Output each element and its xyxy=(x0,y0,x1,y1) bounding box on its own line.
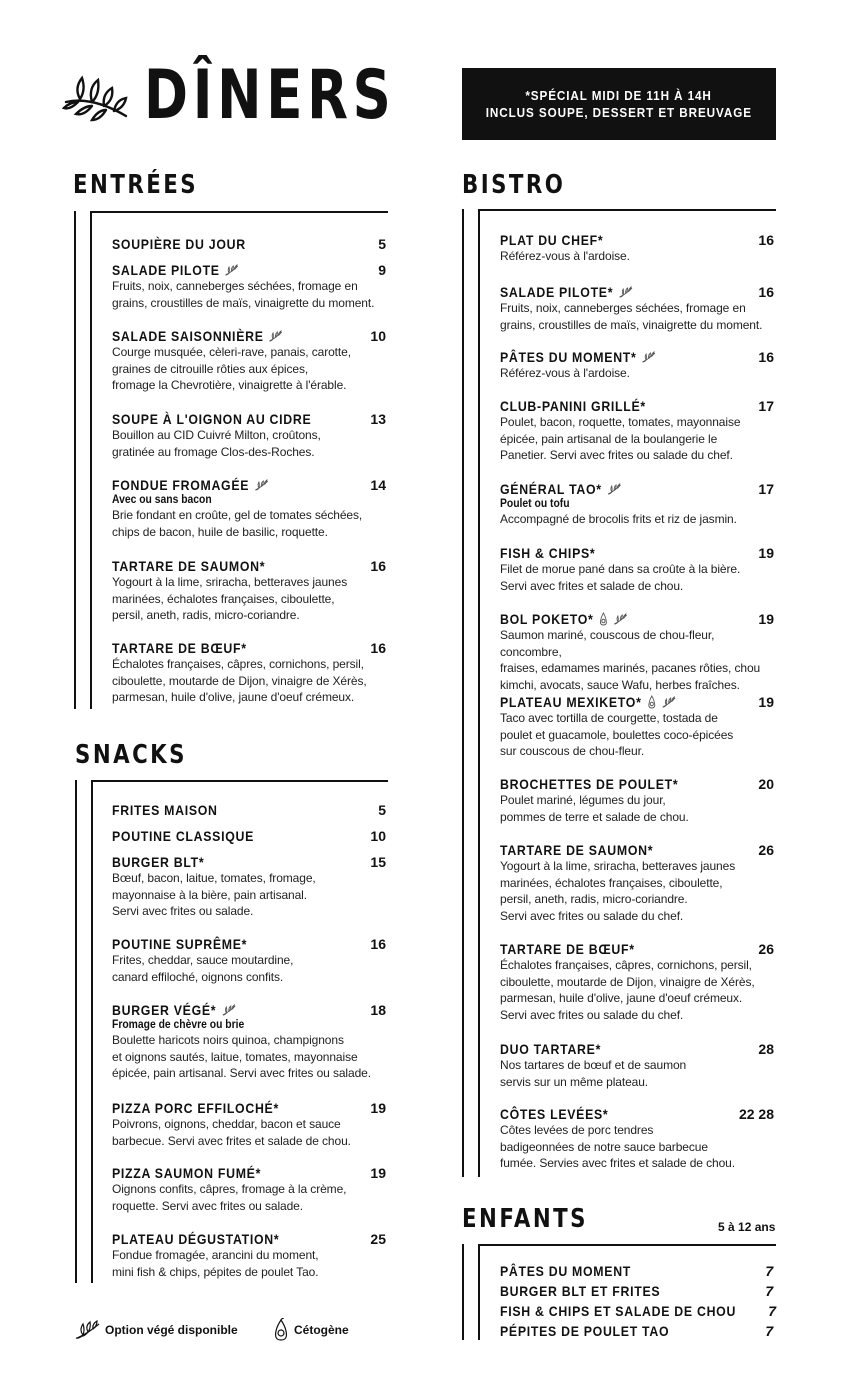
kids-item-name: PÉPITES DE POULET TAO xyxy=(500,1323,670,1339)
item-description: Yogourt à la lime, sriracha, betteraves jaunes marinées, échalotes françaises, ciboulette, persil, aneth, radis, micro-coriandre. xyxy=(112,575,348,622)
snacks-item-frites-maison xyxy=(112,802,386,818)
item-name-text: POUTINE SUPRÊME* xyxy=(112,936,248,952)
item-name xyxy=(112,1165,261,1181)
item-description: Bœuf, bacon, laitue, tomates, fromage, mayonnaise à la bière, pain artisanal. Servi avec frites ou salade. xyxy=(112,871,316,918)
section-title-enfants: ENFANTS xyxy=(462,1204,588,1234)
kids-item-name: FISH & CHIPS ET SALADE DE CHOU xyxy=(500,1303,737,1319)
item-name-text: CLUB-PANINI GRILLÉ* xyxy=(500,398,646,414)
legend-keto-label: Cétogène xyxy=(294,1323,349,1337)
item-name-text: PIZZA SAUMON FUMÉ* xyxy=(112,1165,262,1181)
item-name-text: SOUPE À L'OIGNON AU CIDRE xyxy=(112,411,312,427)
keto-avocado-icon xyxy=(647,695,657,709)
kids-item-pates-du-moment xyxy=(500,1263,774,1279)
item-header xyxy=(500,1041,774,1057)
vege-leaf-icon xyxy=(642,351,656,363)
item-price: 16 xyxy=(370,558,386,574)
entrees-item-fondue-fromagee xyxy=(112,477,386,540)
item-header xyxy=(500,842,774,858)
item-name-text: TARTARE DE BŒUF* xyxy=(500,941,635,957)
section-title-snacks: SNACKS xyxy=(75,740,187,770)
item-price: 16 xyxy=(758,349,774,365)
kids-item-burger-blt-et-frites xyxy=(500,1283,774,1299)
entrees-item-soupe-a-l-oignon-au-cidre xyxy=(112,411,386,460)
bistro-item-plateau-mexiketo xyxy=(500,694,774,760)
item-description: Yogourt à la lime, sriracha, betteraves jaunes marinées, échalotes françaises, ciboulette, persil, aneth, radis, micro-coriandre. Servi avec frites ou salade du chef. xyxy=(500,859,736,923)
item-name xyxy=(112,802,218,818)
item-header xyxy=(112,236,386,252)
item-header xyxy=(500,481,774,497)
special-line-1: *SPÉCIAL MIDI DE 11H À 14H xyxy=(525,88,713,103)
item-name xyxy=(112,1100,279,1116)
item-price: 16 xyxy=(370,640,386,656)
kids-item-name: BURGER BLT ET FRITES xyxy=(500,1283,661,1299)
avocado-icon xyxy=(272,1318,290,1342)
item-name xyxy=(500,398,646,414)
item-description: Taco avec tortilla de courgette, tostada de poulet et guacamole, boulettes coco-épicées sur couscous de chou-fleur. xyxy=(500,711,734,758)
item-price: 28 xyxy=(758,1041,774,1057)
snacks-item-pizza-porc-effiloche xyxy=(112,1100,386,1149)
bistro-item-bol-poketo xyxy=(500,611,774,693)
item-header xyxy=(500,941,774,957)
leaf-logo-icon xyxy=(62,66,132,126)
item-name-text: TARTARE DE SAUMON* xyxy=(112,558,266,574)
item-description: Fruits, noix, canneberges séchées, fromage en grains, croustilles de maïs, vinaigrette du moment. xyxy=(112,279,375,310)
item-price: 5 xyxy=(378,802,386,818)
legend-keto xyxy=(272,1318,349,1342)
kids-item-price: 7 xyxy=(768,1303,777,1319)
page-title: DÎNERS xyxy=(144,56,396,135)
item-name-text: PIZZA PORC EFFILOCHÉ* xyxy=(112,1100,279,1116)
vege-leaf-icon xyxy=(222,1004,236,1016)
kids-item-price: 7 xyxy=(765,1283,774,1299)
kids-age-range: 5 à 12 ans xyxy=(718,1220,776,1234)
item-header xyxy=(112,328,386,344)
item-name xyxy=(500,284,633,300)
item-name-text: SALADE SAISONNIÈRE xyxy=(112,328,264,344)
item-name xyxy=(112,411,311,427)
item-description: Référez-vous à l'ardoise. xyxy=(500,249,630,263)
item-name xyxy=(500,232,603,248)
keto-avocado-icon xyxy=(599,612,609,626)
item-price: 25 xyxy=(370,1231,386,1247)
item-name xyxy=(112,1231,279,1247)
item-name-text: POUTINE CLASSIQUE xyxy=(112,828,255,844)
item-option: Poulet ou tofu xyxy=(500,498,570,510)
item-name xyxy=(112,828,254,844)
item-price: 17 xyxy=(758,481,774,497)
item-description: Côtes levées de porc tendres badigeonnées de notre sauce barbecue fumée. Servies avec frites et salade de chou. xyxy=(500,1123,735,1170)
item-name-text: BURGER BLT* xyxy=(112,854,205,870)
item-header xyxy=(112,1100,386,1116)
item-name xyxy=(500,611,628,627)
item-header xyxy=(112,411,386,427)
item-option: Fromage de chèvre ou brie xyxy=(112,1019,245,1031)
item-name xyxy=(112,262,239,278)
item-description: Référez-vous à l'ardoise. xyxy=(500,366,630,380)
item-name-text: TARTARE DE SAUMON* xyxy=(500,842,654,858)
item-price: 19 xyxy=(370,1165,386,1181)
item-price: 19 xyxy=(758,545,774,561)
item-name-text: BROCHETTES DE POULET* xyxy=(500,776,679,792)
item-price: 16 xyxy=(370,936,386,952)
bistro-item-fish-chips xyxy=(500,545,774,594)
item-header xyxy=(500,349,774,365)
item-description: Poivrons, oignons, cheddar, bacon et sauce barbecue. Servi avec frites et salade de chou. xyxy=(112,1117,351,1148)
item-price: 22 28 xyxy=(738,1106,774,1122)
kids-item-price: 7 xyxy=(765,1263,774,1279)
item-name-text: DUO TARTARE* xyxy=(500,1041,602,1057)
item-name-text: FONDUE FROMAGÉE xyxy=(112,477,250,493)
item-price: 16 xyxy=(758,232,774,248)
lunch-special-banner xyxy=(462,68,776,140)
kids-item-fish-chips-et-salade-de-chou xyxy=(500,1303,777,1319)
item-option: Avec ou sans bacon xyxy=(112,494,212,506)
bistro-item-pates-du-moment xyxy=(500,349,774,382)
item-name xyxy=(500,545,595,561)
bistro-item-brochettes-de-poulet xyxy=(500,776,774,825)
item-name xyxy=(112,477,269,493)
bistro-item-tartare-de-b-uf xyxy=(500,941,774,1023)
bistro-item-duo-tartare xyxy=(500,1041,774,1090)
item-name xyxy=(500,941,635,957)
item-price: 17 xyxy=(758,398,774,414)
item-price: 14 xyxy=(370,477,386,493)
entrees-item-salade-saisonniere xyxy=(112,328,386,394)
bistro-item-cotes-levees xyxy=(500,1106,774,1172)
section-title-bistro: BISTRO xyxy=(462,170,566,200)
snacks-item-pizza-saumon-fume xyxy=(112,1165,386,1214)
item-name-text: TARTARE DE BŒUF* xyxy=(112,640,247,656)
bistro-item-club-panini-grille xyxy=(500,398,774,464)
item-header xyxy=(500,776,774,792)
item-price: 10 xyxy=(370,328,386,344)
item-header xyxy=(112,1165,386,1181)
item-description: Boulette haricots noirs quinoa, champignons et oignons sautés, laitue, tomates, mayonnaise épicée, pain artisanal. Servi avec frites ou salade. xyxy=(112,1033,371,1080)
item-header xyxy=(500,232,774,248)
vege-leaf-icon xyxy=(662,696,676,708)
item-price: 19 xyxy=(758,611,774,627)
entrees-item-tartare-de-b-uf xyxy=(112,640,386,706)
item-description: Poulet, bacon, roquette, tomates, mayonnaise épicée, pain artisanal de la boulangerie le Panetier. Servi avec frites ou salade du chef. xyxy=(500,415,741,462)
item-name-text: SOUPIÈRE DU JOUR xyxy=(112,236,246,252)
item-name xyxy=(112,936,247,952)
item-header xyxy=(112,477,386,493)
snacks-item-burger-vege xyxy=(112,1002,386,1082)
snacks-item-poutine-supreme xyxy=(112,936,386,985)
bistro-item-general-tao xyxy=(500,481,774,528)
item-name xyxy=(112,558,265,574)
item-name xyxy=(500,349,656,365)
item-name-text: BOL POKETO* xyxy=(500,611,594,627)
vege-leaf-icon xyxy=(614,613,628,625)
item-header xyxy=(500,545,774,561)
item-name-text: PLATEAU DÉGUSTATION* xyxy=(112,1231,280,1247)
item-name xyxy=(500,481,621,497)
item-price: 18 xyxy=(370,1002,386,1018)
item-price: 19 xyxy=(370,1100,386,1116)
snacks-item-burger-blt xyxy=(112,854,386,920)
kids-item-name: PÂTES DU MOMENT xyxy=(500,1263,632,1279)
vege-leaf-icon xyxy=(254,479,268,491)
item-header xyxy=(112,558,386,574)
item-header xyxy=(112,262,386,278)
item-price: 10 xyxy=(370,828,386,844)
item-name-text: PÂTES DU MOMENT* xyxy=(500,349,637,365)
item-name-text: CÔTES LEVÉES* xyxy=(500,1106,609,1122)
kids-item-pepites-de-poulet-tao xyxy=(500,1323,774,1339)
item-price: 15 xyxy=(370,854,386,870)
item-header xyxy=(112,854,386,870)
item-name xyxy=(112,640,247,656)
item-name xyxy=(112,854,204,870)
item-price: 20 xyxy=(758,776,774,792)
vege-leaf-icon xyxy=(269,330,283,342)
item-name xyxy=(112,236,246,252)
item-description: Courge musquée, cèleri-rave, panais, carotte, graines de citrouille rôties aux épices, fromage la Chevrotière, vinaigrette à l'érable. xyxy=(112,345,351,392)
section-title-entrees: ENTRÉES xyxy=(73,170,199,200)
item-header xyxy=(112,1002,386,1018)
item-name xyxy=(500,1106,608,1122)
vege-leaf-icon xyxy=(607,483,621,495)
item-header xyxy=(112,640,386,656)
vege-leaf-icon xyxy=(618,286,632,298)
item-description: Saumon mariné, couscous de chou-fleur, concombre, fraises, edamames marinés, pacanes rôties, chou kimchi, avocats, sauce Wafu, herbes fraîches. xyxy=(500,628,761,692)
snacks-item-plateau-degustation xyxy=(112,1231,386,1280)
item-header xyxy=(500,1106,774,1122)
item-name-text: PLATEAU MEXIKETO* xyxy=(500,694,642,710)
item-description: Nos tartares de bœuf et de saumon servis sur un même plateau. xyxy=(500,1058,687,1089)
item-header xyxy=(112,802,386,818)
item-price: 13 xyxy=(370,411,386,427)
item-price: 26 xyxy=(758,842,774,858)
item-price: 16 xyxy=(758,284,774,300)
bistro-item-salade-pilote xyxy=(500,284,774,333)
item-header xyxy=(500,284,774,300)
item-name xyxy=(500,842,653,858)
item-name xyxy=(500,776,678,792)
item-price: 5 xyxy=(378,236,386,252)
item-name xyxy=(112,1002,236,1018)
item-description: Oignons confits, câpres, fromage à la crème, roquette. Servi avec frites ou salade. xyxy=(112,1182,347,1213)
item-name xyxy=(500,694,676,710)
item-header xyxy=(500,611,774,627)
item-description: Accompagné de brocolis frits et riz de jasmin. xyxy=(500,512,737,526)
item-description: Échalotes françaises, câpres, cornichons, persil, ciboulette, moutarde de Dijon, vinaigre de Xérès, parmesan, huile d'olive, jaune d'oeuf crémeux. Servi avec frites ou salade du chef. xyxy=(500,958,755,1022)
menu-header xyxy=(62,56,466,135)
item-name-text: GÉNÉRAL TAO* xyxy=(500,481,602,497)
special-line-2: INCLUS SOUPE, DESSERT ET BREUVAGE xyxy=(485,105,753,120)
item-name-text: FISH & CHIPS* xyxy=(500,545,596,561)
item-price: 26 xyxy=(758,941,774,957)
item-description: Filet de morue pané dans sa croûte à la bière. Servi avec frites et salade de chou. xyxy=(500,562,741,593)
legend-vege-label: Option végé disponible xyxy=(105,1323,238,1337)
item-name xyxy=(500,1041,601,1057)
entrees-item-salade-pilote xyxy=(112,262,386,311)
item-name-text: FRITES MAISON xyxy=(112,802,218,818)
entrees-item-tartare-de-saumon xyxy=(112,558,386,624)
item-price: 19 xyxy=(758,694,774,710)
item-header xyxy=(500,694,774,710)
item-header xyxy=(112,828,386,844)
kids-item-price: 7 xyxy=(765,1323,774,1339)
entrees-item-soupiere-du-jour xyxy=(112,236,386,252)
item-description: Fondue fromagée, arancini du moment, mini fish & chips, pépites de poulet Tao. xyxy=(112,1248,319,1279)
item-header xyxy=(112,1231,386,1247)
item-header xyxy=(112,936,386,952)
item-name-text: SALADE PILOTE* xyxy=(500,284,614,300)
item-name-text: BURGER VÉGÉ* xyxy=(112,1002,217,1018)
item-description: Fruits, noix, canneberges séchées, fromage en grains, croustilles de maïs, vinaigrette du moment. xyxy=(500,301,763,332)
item-name-text: SALADE PILOTE xyxy=(112,262,220,278)
item-header xyxy=(500,398,774,414)
item-name xyxy=(112,328,283,344)
item-description: Poulet mariné, légumes du jour, pommes de terre et salade de chou. xyxy=(500,793,689,824)
item-description: Brie fondant en croûte, gel de tomates séchées, chips de bacon, huile de basilic, roquette. xyxy=(112,508,363,539)
bistro-item-tartare-de-saumon xyxy=(500,842,774,924)
item-name-text: PLAT DU CHEF* xyxy=(500,232,604,248)
item-description: Échalotes françaises, câpres, cornichons, persil, ciboulette, moutarde de Dijon, vinaigre de Xérès, parmesan, huile d'olive, jaune d'oeuf crémeux. xyxy=(112,657,367,704)
bistro-item-plat-du-chef xyxy=(500,232,774,265)
item-description: Bouillon au CID Cuivré Milton, croûtons, gratinée au fromage Clos-des-Roches. xyxy=(112,428,321,459)
leaf-icon xyxy=(75,1320,101,1340)
vege-leaf-icon xyxy=(225,264,239,276)
snacks-item-poutine-classique xyxy=(112,828,386,844)
legend-vege xyxy=(75,1320,238,1340)
item-price: 9 xyxy=(378,262,386,278)
item-description: Frites, cheddar, sauce moutardine, canard effiloché, oignons confits. xyxy=(112,953,294,984)
